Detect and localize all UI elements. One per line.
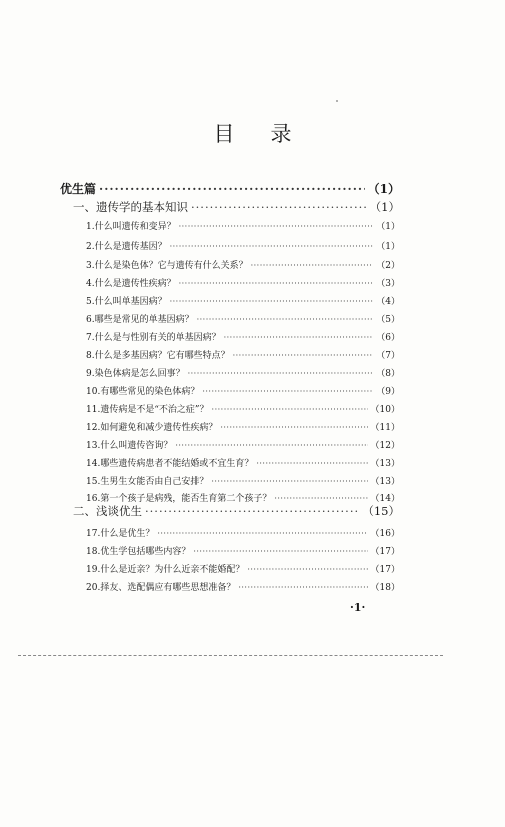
toc-entry-label: 1.什么叫遗传和变异？: [86, 222, 176, 232]
toc-entry-page: （1）: [376, 222, 400, 232]
toc-entry-page: （6）: [376, 333, 400, 343]
toc-entry-page: （7）: [376, 351, 400, 361]
toc-entry-label: 二、浅谈优生: [73, 504, 142, 518]
leader-dots: [197, 315, 374, 324]
toc-entry-label: 3.什么是染色体？它与遗传有什么关系？: [86, 261, 248, 271]
leader-dots: [256, 459, 367, 468]
leader-dots: [202, 387, 373, 396]
toc-entry-page: （18）: [370, 583, 400, 593]
toc-entry-page: （14）: [370, 494, 400, 504]
toc-entry-label: 13.什么叫遗传咨询？: [86, 441, 173, 451]
toc-entry-page: （4）: [376, 297, 400, 307]
bottom-rule: [18, 655, 443, 656]
toc-entry-page: （5）: [376, 315, 400, 325]
toc-entry: [86, 258, 400, 271]
toc-entry: [86, 438, 400, 451]
leader-dots: [224, 333, 374, 342]
toc-entry: [86, 312, 400, 325]
leader-dots: [211, 477, 367, 486]
leader-dots: [145, 504, 359, 518]
toc-entry: [86, 562, 400, 575]
leader-dots: [233, 351, 374, 360]
toc-entry-page: （13）: [370, 459, 400, 469]
leader-dots: [193, 547, 367, 556]
toc-section: [73, 503, 400, 519]
toc-entry-page: （1）: [369, 200, 400, 214]
page-title: 目录: [213, 122, 328, 146]
toc-entry: [86, 384, 400, 397]
paper-speck: [336, 100, 338, 102]
toc-entry-label: 10.有哪些常见的染色体病？: [86, 387, 200, 397]
toc-entry-label: 5.什么叫单基因病？: [86, 297, 167, 307]
toc-entry-page: （3）: [376, 279, 400, 289]
toc-entry-page: （8）: [376, 369, 400, 379]
toc-entry: [86, 456, 400, 469]
leader-dots: [274, 494, 367, 503]
leader-dots: [251, 261, 374, 270]
toc-entry-label: 6.哪些是常见的单基因病？: [86, 315, 194, 325]
toc-entry-label: 4.什么是遗传性疾病？: [86, 279, 176, 289]
leader-dots: [188, 369, 374, 378]
toc-entry-label: 20.择友、选配偶应有哪些思想准备？: [86, 583, 236, 593]
leader-dots: [179, 222, 374, 231]
leader-dots: [99, 182, 365, 196]
toc-entry-label: 16.第一个孩子是病残，能否生育第二个孩子？: [86, 494, 272, 504]
toc-entry: [86, 276, 400, 289]
leader-dots: [170, 297, 374, 306]
leader-dots: [179, 279, 374, 288]
toc-entry: [86, 294, 400, 307]
toc-entry-page: （17）: [370, 565, 400, 575]
toc-entry: [86, 420, 400, 433]
leader-dots: [247, 565, 367, 574]
toc-entry-label: 2.什么是遗传基因？: [86, 242, 167, 252]
toc-entry: [86, 580, 400, 593]
toc-entry: [86, 219, 400, 232]
toc-part: [60, 180, 400, 197]
toc-entry-page: （11）: [370, 423, 400, 433]
leader-dots: [212, 405, 368, 414]
toc-entry-label: 7.什么是与性别有关的单基因病？: [86, 333, 221, 343]
toc-entry-page: （13）: [370, 477, 400, 487]
toc-entry: [86, 348, 400, 361]
toc-entry-page: （1）: [376, 242, 400, 252]
toc-entry: [86, 526, 400, 539]
toc-entry: [86, 239, 400, 252]
toc-section: [73, 199, 400, 215]
toc-entry: [86, 330, 400, 343]
toc-entry-page: （1）: [367, 182, 400, 196]
toc-entry-label: 11.遗传病是不是“不治之症”？: [86, 405, 209, 415]
leader-dots: [238, 583, 367, 592]
toc-entry-label: 优生篇: [60, 182, 97, 196]
toc-entry-page: （17）: [370, 547, 400, 557]
toc-entry-label: 18.优生学包括哪些内容？: [86, 547, 191, 557]
toc-entry: [86, 544, 400, 557]
toc-entry-page: （2）: [376, 261, 400, 271]
toc-entry: [86, 366, 400, 379]
toc-entry-label: 17.什么是优生？: [86, 529, 155, 539]
toc-entry: [86, 474, 400, 487]
toc-entry-page: （15）: [362, 504, 400, 518]
leader-dots: [170, 242, 374, 251]
toc-entry-page: （12）: [370, 441, 400, 451]
leader-dots: [157, 529, 367, 538]
toc-entry-page: （9）: [376, 387, 400, 397]
toc-entry-label: 12.如何避免和减少遗传性疾病？: [86, 423, 218, 433]
leader-dots: [191, 200, 367, 214]
toc-entry-page: （16）: [370, 529, 400, 539]
toc-entry-page: （10）: [370, 405, 400, 415]
toc-entry-label: 9.染色体病是怎么回事？: [86, 369, 185, 379]
leader-dots: [220, 423, 367, 432]
page-number: ·1·: [350, 601, 366, 614]
toc-entry-label: 一、遗传学的基本知识: [73, 200, 188, 214]
toc-entry-label: 8.什么是多基因病？它有哪些特点？: [86, 351, 230, 361]
toc-entry: [86, 402, 400, 415]
toc-entry-label: 14.哪些遗传病患者不能结婚或不宜生育？: [86, 459, 254, 469]
toc-entry-label: 19.什么是近亲？为什么近亲不能婚配？: [86, 565, 245, 575]
toc-entry-label: 15.生男生女能否由自己安排？: [86, 477, 209, 487]
leader-dots: [175, 441, 367, 450]
